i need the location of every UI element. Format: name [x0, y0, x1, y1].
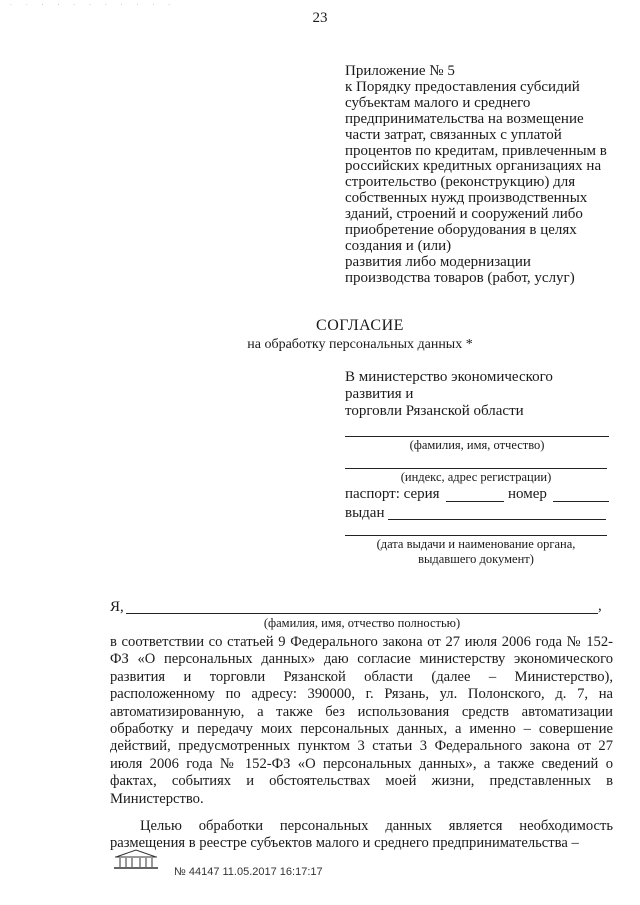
full-name-field-line[interactable] [126, 613, 598, 614]
issued-field-line-2[interactable] [345, 535, 607, 536]
appendix-line: развития либо модернизации [345, 253, 531, 270]
registration-stamp [112, 848, 372, 884]
document-title: СОГЛАСИЕ [316, 317, 404, 334]
appendix-line: процентов по кредитам, привлеченным в [345, 142, 607, 159]
addressee-line: развития и [345, 386, 414, 402]
page-number: 23 [312, 10, 328, 26]
appendix-line: строительство (реконструкцию) для [345, 174, 576, 191]
appendix-line: производства товаров (работ, услуг) [345, 269, 575, 286]
passport-series-label: паспорт: серия [345, 486, 440, 502]
appendix-line: зданий, строений и сооружений либо [345, 206, 583, 223]
passport-number-label: номер [508, 486, 547, 502]
addressee-block [345, 369, 553, 420]
address-caption: (индекс, адрес регистрации) [400, 470, 552, 484]
passport-number-field[interactable] [553, 501, 609, 502]
issue-caption-2: выдавшего документ) [418, 552, 534, 566]
issued-label: выдан [345, 505, 385, 521]
appendix-header [345, 64, 620, 287]
consent-body [110, 634, 613, 853]
appendix-line: Приложение № 5 [345, 63, 455, 79]
appendix-line: предпринимательства на возмещение [345, 110, 584, 127]
building-seal-icon [112, 848, 160, 870]
scan-artifact: · · · · · · · · · · · [10, 2, 177, 9]
issue-caption-1: (дата выдачи и наименование органа, [376, 537, 576, 551]
passport-series-field[interactable] [446, 501, 504, 502]
fio-caption: (фамилия, имя, отчество) [409, 438, 545, 452]
i-label: Я, [110, 599, 124, 615]
full-name-caption: (фамилия, имя, отчество полностью) [263, 616, 461, 630]
appendix-line: российских кредитных организациях на [345, 158, 602, 175]
consent-paragraph-1: в соответствии со статьей 9 Федерального закона от 27 июля 2006 года № 152-ФЗ «О персональных данных» даю согласие министерству экономического развития и торговли Рязанской области (далее – Министерство), расположенному по адресу: 390000, г. Рязань, ул. Полонского, д. 7, на автоматизированную, а также без использования средств автоматизации обработку и передачу моих персональных данных, а именно – совершение действий, предусмотренных пунктом 3 статьи 3 Федерального закона от 27 июля 2006 года № 152-ФЗ «О персональных данных», а также сведений о фактах, событиях и обстоятельствах моей жизни, представленных в Министерство. [110, 634, 613, 807]
appendix-line: собственных нужд производственных [345, 190, 588, 207]
address-field-line[interactable] [345, 468, 607, 469]
consent-paragraph-2: Целью обработки персональных данных является необходимость размещения в реестре субъектов малого и среднего предпринимательства – [110, 818, 613, 852]
document-subtitle: на обработку персональных данных * [247, 337, 473, 352]
document-registration-id: № 44147 11.05.2017 16:17:17 [174, 866, 323, 878]
issued-field-line[interactable] [388, 519, 606, 520]
fio-field-line[interactable] [345, 436, 609, 437]
appendix-line: приобретение оборудования в целях [345, 222, 577, 239]
addressee-line: В министерство экономического [345, 369, 553, 385]
appendix-line: части затрат, связанных с уплатой [345, 126, 562, 143]
appendix-line: субъектам малого и среднего [345, 94, 531, 111]
appendix-line: к Порядку предоставления субсидий [345, 78, 580, 95]
appendix-line: создания и (или) [345, 237, 452, 254]
i-end-comma: , [598, 598, 602, 614]
addressee-line: торговли Рязанской области [345, 403, 524, 419]
